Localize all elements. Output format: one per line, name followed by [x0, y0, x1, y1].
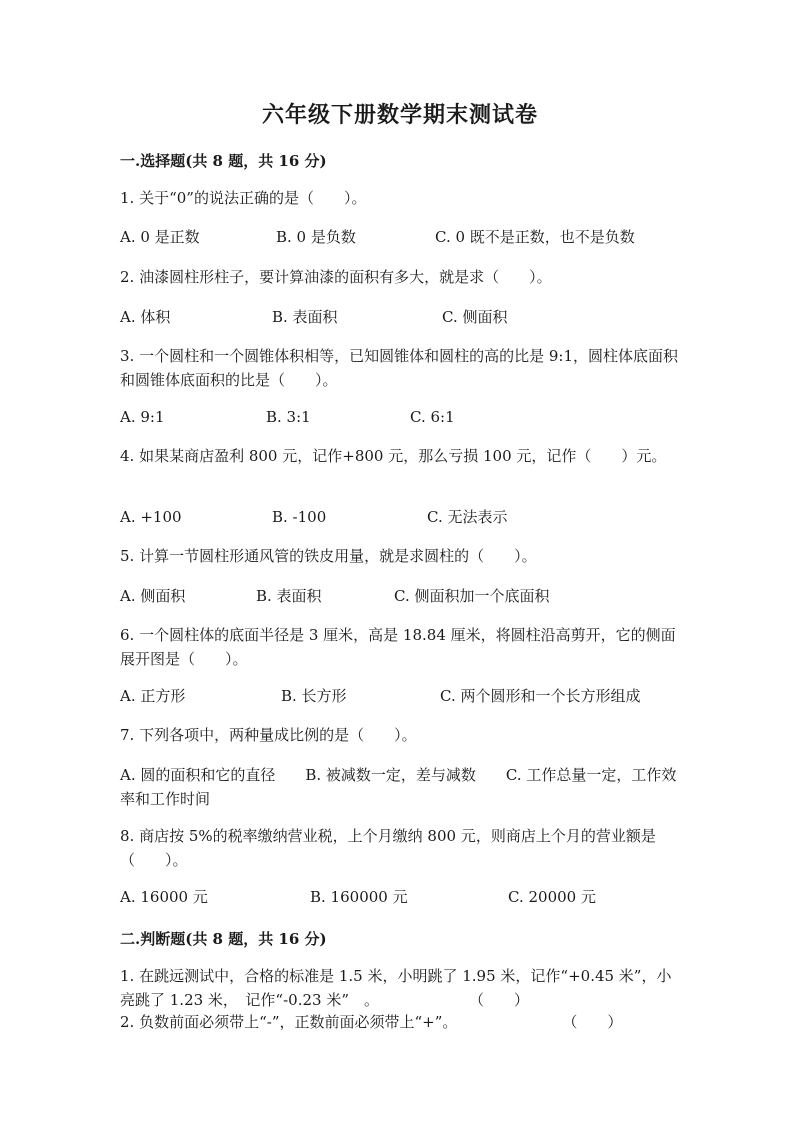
question-3-options	[120, 405, 680, 429]
option-b: B. -100	[272, 508, 327, 526]
option-a: A. +100	[120, 508, 182, 526]
option-c: C. 两个圆形和一个长方形组成	[440, 687, 641, 705]
option-b: B. 0 是负数	[276, 228, 356, 246]
option-a: A. 侧面积	[120, 587, 186, 605]
option-c: C. 20000 元	[508, 888, 596, 906]
question-8: 8. 商店按 5%的税率缴纳营业税，上个月缴纳 800 元，则商店上个月的营业额是（ ）。	[120, 827, 656, 869]
option-b: B. 长方形	[281, 687, 347, 705]
option-c: C. 6:1	[410, 408, 455, 426]
question-6-options	[120, 684, 680, 708]
question-8-options	[120, 885, 680, 909]
question-2-options	[120, 305, 680, 329]
option-a: A. 体积	[120, 308, 171, 326]
question-7-options: A. 圆的面积和它的直径 B. 被减数一定，差与减数 C. 工作总量一定，工作效率和工作时间	[120, 766, 677, 808]
option-b: B. 160000 元	[310, 888, 408, 906]
option-c: C. 侧面积	[442, 308, 508, 326]
question-1-options	[120, 225, 680, 249]
section-2-heading: 二.判断题(共 8 题，共 16 分)	[120, 930, 327, 948]
question-1: 1. 关于“0”的说法正确的是（ ）。	[120, 189, 367, 207]
question-5: 5. 计算一节圆柱形通风管的铁皮用量，就是求圆柱的（ ）。	[120, 547, 537, 565]
option-a: A. 0 是正数	[120, 228, 200, 246]
option-a: A. 9:1	[120, 408, 165, 426]
option-c: C. 0 既不是正数，也不是负数	[435, 228, 635, 246]
question-5-options	[120, 584, 680, 608]
section-1-heading: 一.选择题(共 8 题，共 16 分)	[120, 152, 327, 170]
question-4: 4. 如果某商店盈利 800 元，记作+800 元，那么亏损 100 元，记作（ ）元。	[120, 447, 667, 465]
question-3: 3. 一个圆柱和一个圆锥体积相等，已知圆锥体和圆柱的高的比是 9:1，圆柱体底面积和圆锥体底面积的比是（ ）。	[120, 347, 678, 389]
option-c: C. 侧面积加一个底面积	[394, 587, 550, 605]
option-c: C. 无法表示	[427, 508, 508, 526]
question-2: 2. 油漆圆柱形柱子，要计算油漆的面积有多大，就是求（ ）。	[120, 268, 552, 286]
page-title: 六年级下册数学期末测试卷	[261, 102, 538, 128]
judge-question-2: 2. 负数前面必须带上“-”，正数前面必须带上“+”。 （ ）	[120, 1013, 623, 1031]
question-4-options	[120, 505, 680, 529]
option-b: B. 3:1	[266, 408, 311, 426]
option-a: A. 正方形	[120, 687, 186, 705]
judge-question-1: 1. 在跳远测试中，合格的标准是 1.5 米，小明跳了 1.95 米，记作“+0.45 米”，小亮跳了 1.23 米， 记作“-0.23 米” 。 （ ）	[120, 967, 672, 1009]
option-b: B. 表面积	[256, 587, 322, 605]
question-7: 7. 下列各项中，两种量成比例的是（ ）。	[120, 726, 417, 744]
option-b: B. 表面积	[272, 308, 338, 326]
option-a: A. 16000 元	[120, 888, 208, 906]
question-6: 6. 一个圆柱体的底面半径是 3 厘米，高是 18.84 厘米，将圆柱沿高剪开，它的侧面展开图是（ ）。	[120, 626, 676, 668]
